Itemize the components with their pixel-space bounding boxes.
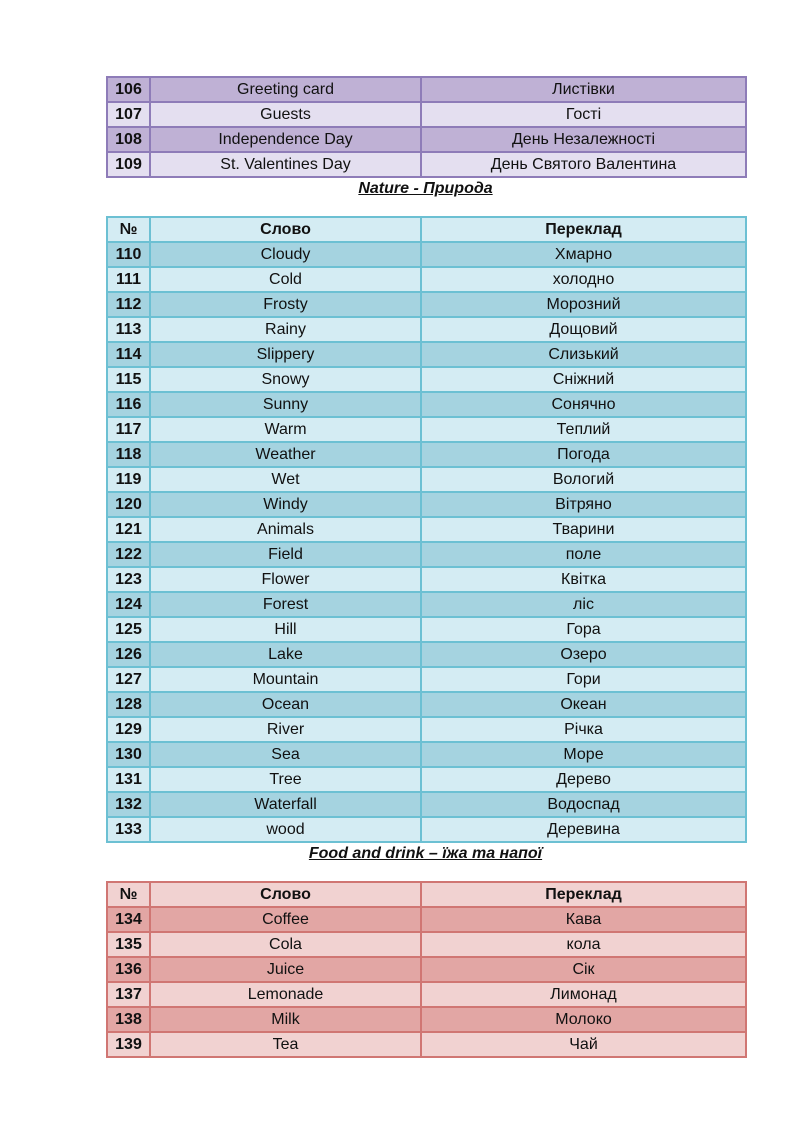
translation-cell: Хмарно — [421, 242, 746, 267]
translation-cell: Молоко — [421, 1007, 746, 1032]
word-cell: Cloudy — [150, 242, 421, 267]
word-cell: Forest — [150, 592, 421, 617]
translation-cell: Дощовий — [421, 317, 746, 342]
row-number-cell: 120 — [107, 492, 150, 517]
row-number-cell: 121 — [107, 517, 150, 542]
row-number-cell: 126 — [107, 642, 150, 667]
word-cell: Lake — [150, 642, 421, 667]
table-row — [107, 592, 746, 617]
table-row — [107, 982, 746, 1007]
header-number-cell: № — [107, 882, 150, 907]
translation-cell: День Святого Валентина — [421, 152, 746, 177]
word-cell: Animals — [150, 517, 421, 542]
table-row — [107, 417, 746, 442]
row-number-cell: 135 — [107, 932, 150, 957]
row-number-cell: 139 — [107, 1032, 150, 1057]
word-cell: Mountain — [150, 667, 421, 692]
table-row — [107, 817, 746, 842]
table-row — [107, 642, 746, 667]
food-section-title: Food and drink – їжа та напої — [308, 845, 543, 862]
table-row — [107, 367, 746, 392]
row-number-cell: 134 — [107, 907, 150, 932]
word-cell: Lemonade — [150, 982, 421, 1007]
document-page — [106, 76, 745, 1058]
word-cell: Cold — [150, 267, 421, 292]
header-translation-cell: Переклад — [421, 217, 746, 242]
row-number-cell: 107 — [107, 102, 150, 127]
translation-cell: Погода — [421, 442, 746, 467]
table-row — [107, 492, 746, 517]
translation-cell: поле — [421, 542, 746, 567]
table-row — [107, 317, 746, 342]
header-word-cell: Слово — [150, 217, 421, 242]
row-number-cell: 119 — [107, 467, 150, 492]
translation-cell: Теплий — [421, 417, 746, 442]
row-number-cell: 109 — [107, 152, 150, 177]
table-row — [107, 957, 746, 982]
translation-cell: ліс — [421, 592, 746, 617]
translation-cell: Водоспад — [421, 792, 746, 817]
row-number-cell: 110 — [107, 242, 150, 267]
word-cell: Coffee — [150, 907, 421, 932]
translation-cell: кола — [421, 932, 746, 957]
translation-cell: Вітряно — [421, 492, 746, 517]
translation-cell: Вологий — [421, 467, 746, 492]
table-row — [107, 742, 746, 767]
word-cell: Sunny — [150, 392, 421, 417]
table-row — [107, 542, 746, 567]
row-number-cell: 114 — [107, 342, 150, 367]
row-number-cell: 122 — [107, 542, 150, 567]
row-number-cell: 123 — [107, 567, 150, 592]
word-cell: Slippery — [150, 342, 421, 367]
table-row — [107, 392, 746, 417]
table-row — [107, 102, 746, 127]
translation-cell: Дерево — [421, 767, 746, 792]
table-body — [107, 882, 746, 1057]
translation-cell: Гори — [421, 667, 746, 692]
row-number-cell: 112 — [107, 292, 150, 317]
table-row — [107, 667, 746, 692]
table-row — [107, 442, 746, 467]
row-number-cell: 125 — [107, 617, 150, 642]
table-row — [107, 932, 746, 957]
row-number-cell: 108 — [107, 127, 150, 152]
row-number-cell: 113 — [107, 317, 150, 342]
word-cell: Windy — [150, 492, 421, 517]
table-header-row — [107, 882, 746, 907]
word-cell: Juice — [150, 957, 421, 982]
table-row — [107, 1032, 746, 1057]
translation-cell: Тварини — [421, 517, 746, 542]
nature-vocab-table — [106, 216, 747, 843]
translation-cell: Слизький — [421, 342, 746, 367]
translation-cell: Чай — [421, 1032, 746, 1057]
holidays-vocab-table — [106, 76, 747, 178]
table-row — [107, 767, 746, 792]
table-row — [107, 292, 746, 317]
nature-section-title: Nature - Природа — [358, 180, 493, 197]
row-number-cell: 138 — [107, 1007, 150, 1032]
table-row — [107, 792, 746, 817]
row-number-cell: 131 — [107, 767, 150, 792]
row-number-cell: 117 — [107, 417, 150, 442]
translation-cell: Сік — [421, 957, 746, 982]
table-row — [107, 242, 746, 267]
word-cell: Snowy — [150, 367, 421, 392]
table-row — [107, 127, 746, 152]
translation-cell: Листівки — [421, 77, 746, 102]
word-cell: Wet — [150, 467, 421, 492]
word-cell: Field — [150, 542, 421, 567]
row-number-cell: 115 — [107, 367, 150, 392]
header-word-cell: Слово — [150, 882, 421, 907]
word-cell: Flower — [150, 567, 421, 592]
word-cell: Rainy — [150, 317, 421, 342]
translation-cell: Гора — [421, 617, 746, 642]
row-number-cell: 133 — [107, 817, 150, 842]
row-number-cell: 129 — [107, 717, 150, 742]
word-cell: Tree — [150, 767, 421, 792]
translation-cell: Сніжний — [421, 367, 746, 392]
header-number-cell: № — [107, 217, 150, 242]
table-body — [107, 217, 746, 842]
word-cell: Waterfall — [150, 792, 421, 817]
word-cell: Hill — [150, 617, 421, 642]
word-cell: Cola — [150, 932, 421, 957]
translation-cell: Кава — [421, 907, 746, 932]
food-vocab-table — [106, 881, 747, 1058]
header-translation-cell: Переклад — [421, 882, 746, 907]
table-row — [107, 717, 746, 742]
table-header-row — [107, 217, 746, 242]
table-row — [107, 907, 746, 932]
word-cell: Milk — [150, 1007, 421, 1032]
row-number-cell: 116 — [107, 392, 150, 417]
translation-cell: Сонячно — [421, 392, 746, 417]
word-cell: Independence Day — [150, 127, 421, 152]
translation-cell: Квітка — [421, 567, 746, 592]
word-cell: Sea — [150, 742, 421, 767]
word-cell: Ocean — [150, 692, 421, 717]
table-row — [107, 617, 746, 642]
row-number-cell: 137 — [107, 982, 150, 1007]
translation-cell: Море — [421, 742, 746, 767]
word-cell: wood — [150, 817, 421, 842]
row-number-cell: 124 — [107, 592, 150, 617]
row-number-cell: 130 — [107, 742, 150, 767]
table-row — [107, 467, 746, 492]
row-number-cell: 132 — [107, 792, 150, 817]
word-cell: Tea — [150, 1032, 421, 1057]
translation-cell: Деревина — [421, 817, 746, 842]
word-cell: Frosty — [150, 292, 421, 317]
row-number-cell: 128 — [107, 692, 150, 717]
translation-cell: Річка — [421, 717, 746, 742]
row-number-cell: 127 — [107, 667, 150, 692]
row-number-cell: 136 — [107, 957, 150, 982]
table-row — [107, 342, 746, 367]
table-row — [107, 517, 746, 542]
table-row — [107, 692, 746, 717]
table-row — [107, 152, 746, 177]
translation-cell: Озеро — [421, 642, 746, 667]
table-body — [107, 77, 746, 177]
row-number-cell: 118 — [107, 442, 150, 467]
translation-cell: Океан — [421, 692, 746, 717]
word-cell: Greeting card — [150, 77, 421, 102]
translation-cell: холодно — [421, 267, 746, 292]
row-number-cell: 111 — [107, 267, 150, 292]
word-cell: Weather — [150, 442, 421, 467]
table-row — [107, 77, 746, 102]
row-number-cell: 106 — [107, 77, 150, 102]
word-cell: Warm — [150, 417, 421, 442]
translation-cell: Гості — [421, 102, 746, 127]
table-row — [107, 1007, 746, 1032]
translation-cell: Лимонад — [421, 982, 746, 1007]
translation-cell: День Незалежності — [421, 127, 746, 152]
word-cell: Guests — [150, 102, 421, 127]
translation-cell: Морозний — [421, 292, 746, 317]
table-row — [107, 267, 746, 292]
word-cell: St. Valentines Day — [150, 152, 421, 177]
word-cell: River — [150, 717, 421, 742]
table-row — [107, 567, 746, 592]
